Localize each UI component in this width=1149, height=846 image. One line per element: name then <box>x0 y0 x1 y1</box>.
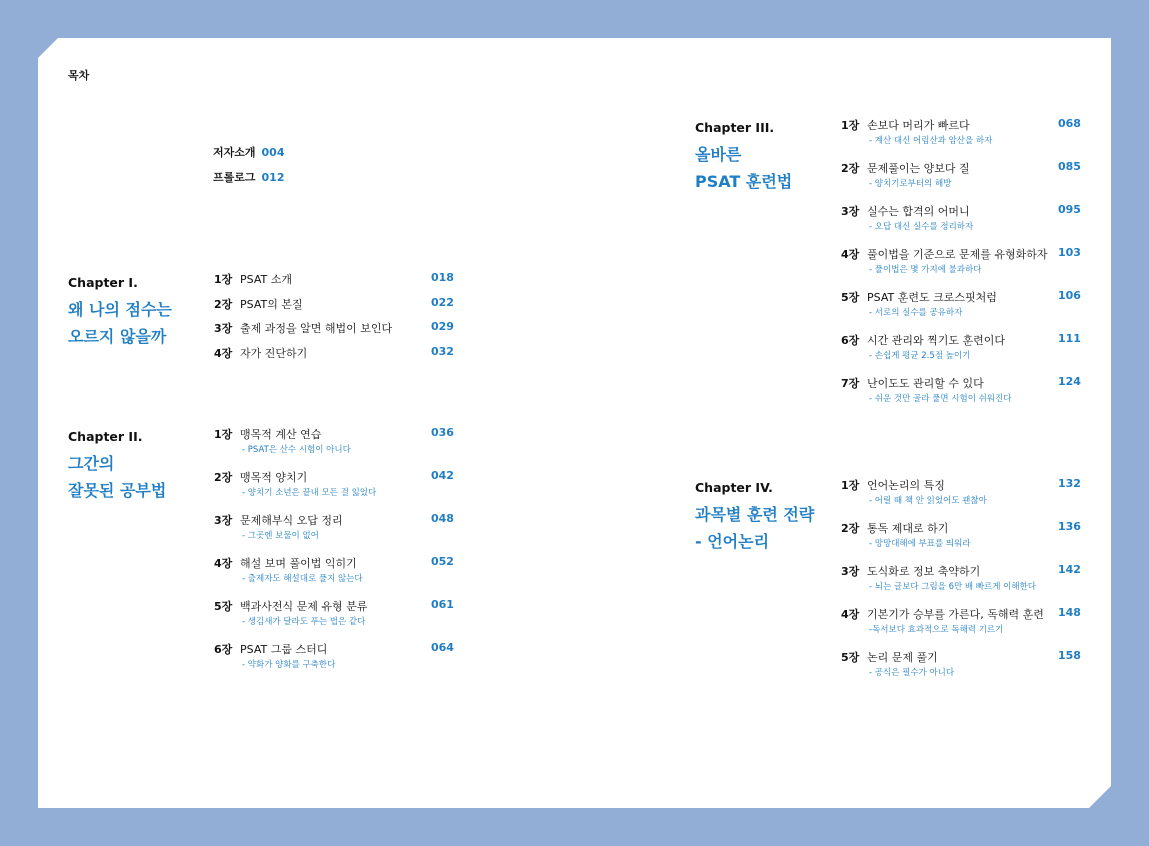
toc-entry <box>841 520 1082 560</box>
prelim-prologue <box>213 169 284 185</box>
toc-entry <box>214 426 454 466</box>
entry-subtitle: - 오답 대신 실수를 정리하자 <box>869 222 974 232</box>
entry-number: 3장 <box>841 565 860 578</box>
chapter-title-line: 그간의 <box>68 454 115 473</box>
toc-entry <box>841 246 1082 286</box>
entry-number: 3장 <box>841 205 860 218</box>
toc-title: 목차 <box>68 69 90 82</box>
entry-subtitle: - 쉬운 것만 골라 풀면 시험이 쉬워진다 <box>869 394 1012 404</box>
entry-title: PSAT 소개 <box>240 273 292 286</box>
chapter-4-title <box>695 501 814 555</box>
entry-number: 4장 <box>214 347 233 360</box>
entry-subtitle: - 손쉽게 평균 2.5점 높이기 <box>869 351 971 361</box>
chapter-1-title <box>68 296 172 350</box>
entry-page: 142 <box>1058 563 1081 576</box>
entry-subtitle: - 서로의 실수를 공유하자 <box>869 308 963 318</box>
chapter-title-line: 잘못된 공부법 <box>68 481 167 500</box>
entry-page: 018 <box>431 271 454 284</box>
entry-subtitle: - 망망대해에 부표를 띄워라 <box>869 539 971 549</box>
entry-number: 2장 <box>214 471 233 484</box>
chapter-title-line: PSAT 훈련법 <box>695 172 793 191</box>
entry-title: 맹목적 계산 연습 <box>240 428 322 441</box>
entry-subtitle: - 양치기로부터의 해방 <box>869 179 952 189</box>
entry-title: 맹목적 양치기 <box>240 471 308 484</box>
entry-page: 042 <box>431 469 454 482</box>
entry-page: 132 <box>1058 477 1081 490</box>
toc-entry <box>841 649 1082 689</box>
entry-number: 2장 <box>214 298 233 311</box>
entry-title: 난이도도 관리할 수 있다 <box>867 377 984 390</box>
entry-number: 1장 <box>841 479 860 492</box>
entry-title: 풀이법을 기준으로 문제를 유형화하자 <box>867 248 1048 261</box>
entry-number: 6장 <box>214 643 233 656</box>
entry-number: 2장 <box>841 522 860 535</box>
entry-page: 136 <box>1058 520 1081 533</box>
chapter-title-line: - 언어논리 <box>695 532 770 551</box>
toc-entry <box>841 375 1082 415</box>
chapter-3-title <box>695 141 792 195</box>
entry-subtitle: - 풀이법은 몇 가지에 불과하다 <box>869 265 982 275</box>
toc-entry <box>214 555 454 595</box>
entry-page: 148 <box>1058 606 1081 619</box>
entry-subtitle: - 출제자도 해설대로 풀지 않는다 <box>242 574 363 584</box>
toc-entry <box>214 345 454 385</box>
toc-entry <box>841 160 1082 200</box>
entry-subtitle: -독서보다 효과적으로 독해력 기르기 <box>869 625 1004 635</box>
entry-title: 해설 보며 풀이법 익히기 <box>240 557 357 570</box>
entry-number: 7장 <box>841 377 860 390</box>
entry-subtitle: - 뇌는 글보다 그림을 6만 배 빠르게 이해한다 <box>869 582 1036 592</box>
entry-page: 052 <box>431 555 454 568</box>
toc-entry <box>841 203 1082 243</box>
entry-page: 022 <box>431 296 454 309</box>
entry-subtitle: - 계산 대신 어림산과 암산을 하자 <box>869 136 993 146</box>
entry-page: 095 <box>1058 203 1081 216</box>
prelim-author-intro <box>213 144 284 160</box>
entry-title: PSAT 그룹 스터디 <box>240 643 328 656</box>
prelim-page: 004 <box>261 146 285 159</box>
chapter-title-line: 올바른 <box>695 145 742 164</box>
toc-entry <box>841 477 1082 517</box>
toc-entry <box>214 512 454 552</box>
entry-title: 기본기가 승부를 가른다, 독해력 훈련 <box>867 608 1044 621</box>
entry-title: 통독 제대로 하기 <box>867 522 949 535</box>
entry-title: 문제풀이는 양보다 질 <box>867 162 970 175</box>
entry-number: 2장 <box>841 162 860 175</box>
entry-title: 백과사전식 문제 유형 분류 <box>240 600 368 613</box>
chapter-3-label: Chapter III. <box>695 120 775 135</box>
entry-page: 036 <box>431 426 454 439</box>
entry-number: 5장 <box>841 651 860 664</box>
prelim-label: 프롤로그 <box>213 171 256 184</box>
entry-title: 손보다 머리가 빠르다 <box>867 119 970 132</box>
entry-number: 3장 <box>214 514 233 527</box>
entry-title: PSAT 훈련도 크로스핏처럼 <box>867 291 997 304</box>
toc-entry <box>841 117 1082 157</box>
entry-page: 103 <box>1058 246 1081 259</box>
entry-number: 3장 <box>214 322 233 335</box>
entry-number: 4장 <box>214 557 233 570</box>
entry-page: 124 <box>1058 375 1081 388</box>
entry-title: 자가 진단하기 <box>240 347 308 360</box>
chapter-title-line: 오르지 않을까 <box>68 327 167 346</box>
toc-entry <box>841 606 1082 646</box>
entry-title: 실수는 합격의 어머니 <box>867 205 970 218</box>
toc-entry <box>841 332 1082 372</box>
entry-number: 1장 <box>841 119 860 132</box>
entry-number: 1장 <box>214 428 233 441</box>
entry-page: 106 <box>1058 289 1081 302</box>
entry-page: 061 <box>431 598 454 611</box>
toc-entry <box>214 641 454 681</box>
entry-page: 158 <box>1058 649 1081 662</box>
chapter-title-line: 왜 나의 점수는 <box>68 300 172 319</box>
toc-entry <box>214 598 454 638</box>
entry-page: 068 <box>1058 117 1081 130</box>
prelim-page: 012 <box>261 171 285 184</box>
entry-subtitle: - 생김새가 달라도 푸는 법은 같다 <box>242 617 366 627</box>
entry-title: 언어논리의 특징 <box>867 479 945 492</box>
entry-title: 도식화로 정보 축약하기 <box>867 565 981 578</box>
entry-page: 032 <box>431 345 454 358</box>
entry-title: 논리 문제 풀기 <box>867 651 938 664</box>
entry-number: 5장 <box>841 291 860 304</box>
toc-entry <box>841 563 1082 603</box>
entry-subtitle: - PSAT은 산수 시험이 아니다 <box>242 445 351 455</box>
toc-entry <box>841 289 1082 329</box>
entry-subtitle: - 그곳엔 보물이 없어 <box>242 531 319 541</box>
entry-page: 111 <box>1058 332 1081 345</box>
entry-subtitle: - 공식은 필수가 아니다 <box>869 668 955 678</box>
entry-title: 문제해부식 오답 정리 <box>240 514 343 527</box>
entry-number: 5장 <box>214 600 233 613</box>
entry-subtitle: - 양치기 소년은 끝내 모든 걸 잃었다 <box>242 488 377 498</box>
chapter-title-line: 과목별 훈련 전략 <box>695 505 815 524</box>
entry-number: 4장 <box>841 248 860 261</box>
entry-title: PSAT의 본질 <box>240 298 303 311</box>
toc-entry <box>214 469 454 509</box>
entry-page: 064 <box>431 641 454 654</box>
prelim-label: 저자소개 <box>213 146 256 159</box>
entry-subtitle: - 어릴 때 책 안 읽었어도 괜찮아 <box>869 496 987 506</box>
chapter-2-label: Chapter II. <box>68 429 143 444</box>
entry-number: 6장 <box>841 334 860 347</box>
chapter-1-label: Chapter I. <box>68 275 138 290</box>
entry-page: 048 <box>431 512 454 525</box>
entry-number: 1장 <box>214 273 233 286</box>
entry-title: 출제 과정을 알면 해법이 보인다 <box>240 322 393 335</box>
entry-number: 4장 <box>841 608 860 621</box>
chapter-2-title <box>68 450 166 504</box>
entry-subtitle: - 약화가 양화를 구축한다 <box>242 660 336 670</box>
entry-title: 시간 관리와 찍기도 훈련이다 <box>867 334 1006 347</box>
chapter-4-label: Chapter IV. <box>695 480 773 495</box>
entry-page: 085 <box>1058 160 1081 173</box>
entry-page: 029 <box>431 320 454 333</box>
